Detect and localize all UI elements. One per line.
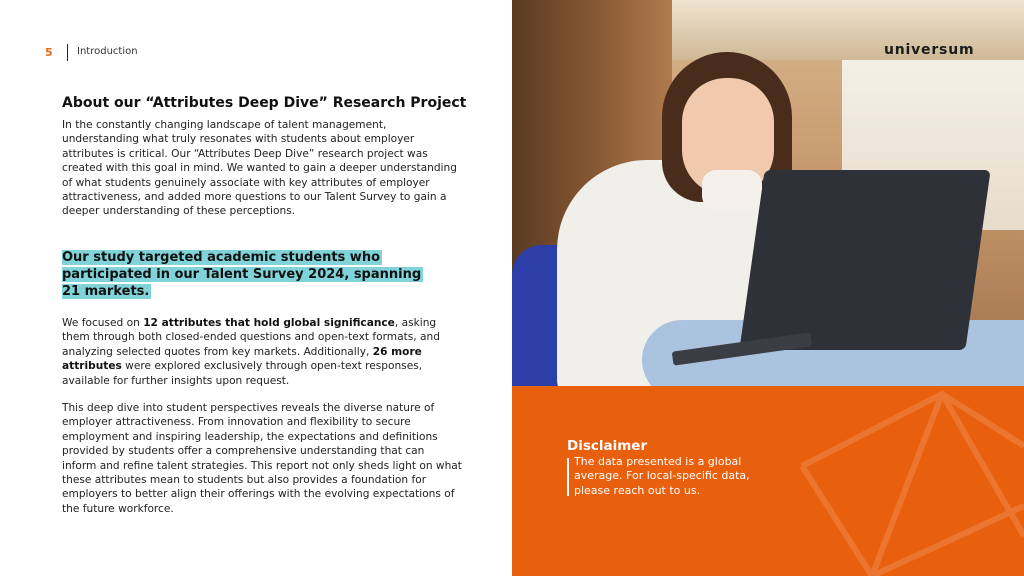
highlight-text: Our study targeted academic students who participated in our Talent Survey 2024, spanning 21 markets. xyxy=(62,250,422,300)
text-run: We focused on xyxy=(62,317,144,329)
photo-laptop xyxy=(739,170,990,350)
bold-run: 12 attributes that hold global significance xyxy=(143,317,395,329)
page-number: 5 xyxy=(45,46,53,59)
text-run: were explored exclusively through open-text responses, available for further insights upon request. xyxy=(62,360,423,387)
disclaimer-text: The data presented is a global average. For local-specific data, please reach out to us. xyxy=(574,455,750,497)
disclaimer-bar xyxy=(567,458,569,496)
universum-logo: universum xyxy=(884,42,975,58)
disclaimer-title: Disclaimer xyxy=(567,438,648,454)
highlighted-statement xyxy=(62,249,422,301)
intro-paragraph: In the constantly changing landscape of talent management, understanding what truly resonates with students about employer attributes is critical. Our “Attributes Deep Dive” research project was created with this goal in mind. We wanted to gain a deeper understanding of what students genuinely associate with key attributes of employer attractiveness, and added more questions to our Talent Survey to gain a deeper understanding of these perceptions. xyxy=(62,119,457,218)
section-label: Introduction xyxy=(77,46,138,57)
photo-turtleneck xyxy=(702,170,762,210)
deep-dive-paragraph: This deep dive into student perspectives reveals the diverse nature of employer attractiveness. From innovation and flexibility to secure employment and inspiring leadership, the expectations and definitions provided by students offer a comprehensive understanding that can inform and refine talent strategies. This report not only sheds light on what these attributes mean to students but also provides a foundation for employers to better align their offerings with the evolving expectations of the future workforce. xyxy=(62,402,462,515)
bold-run: 26 more attributes xyxy=(62,345,422,373)
text-run: , asking them through both closed-ended questions and open-text formats, and analyzing selected quotes from key markets. Additionally, xyxy=(62,317,440,358)
page-title: About our “Attributes Deep Dive” Research Project xyxy=(62,95,467,111)
header-divider xyxy=(67,44,68,61)
attributes-paragraph xyxy=(62,316,462,388)
